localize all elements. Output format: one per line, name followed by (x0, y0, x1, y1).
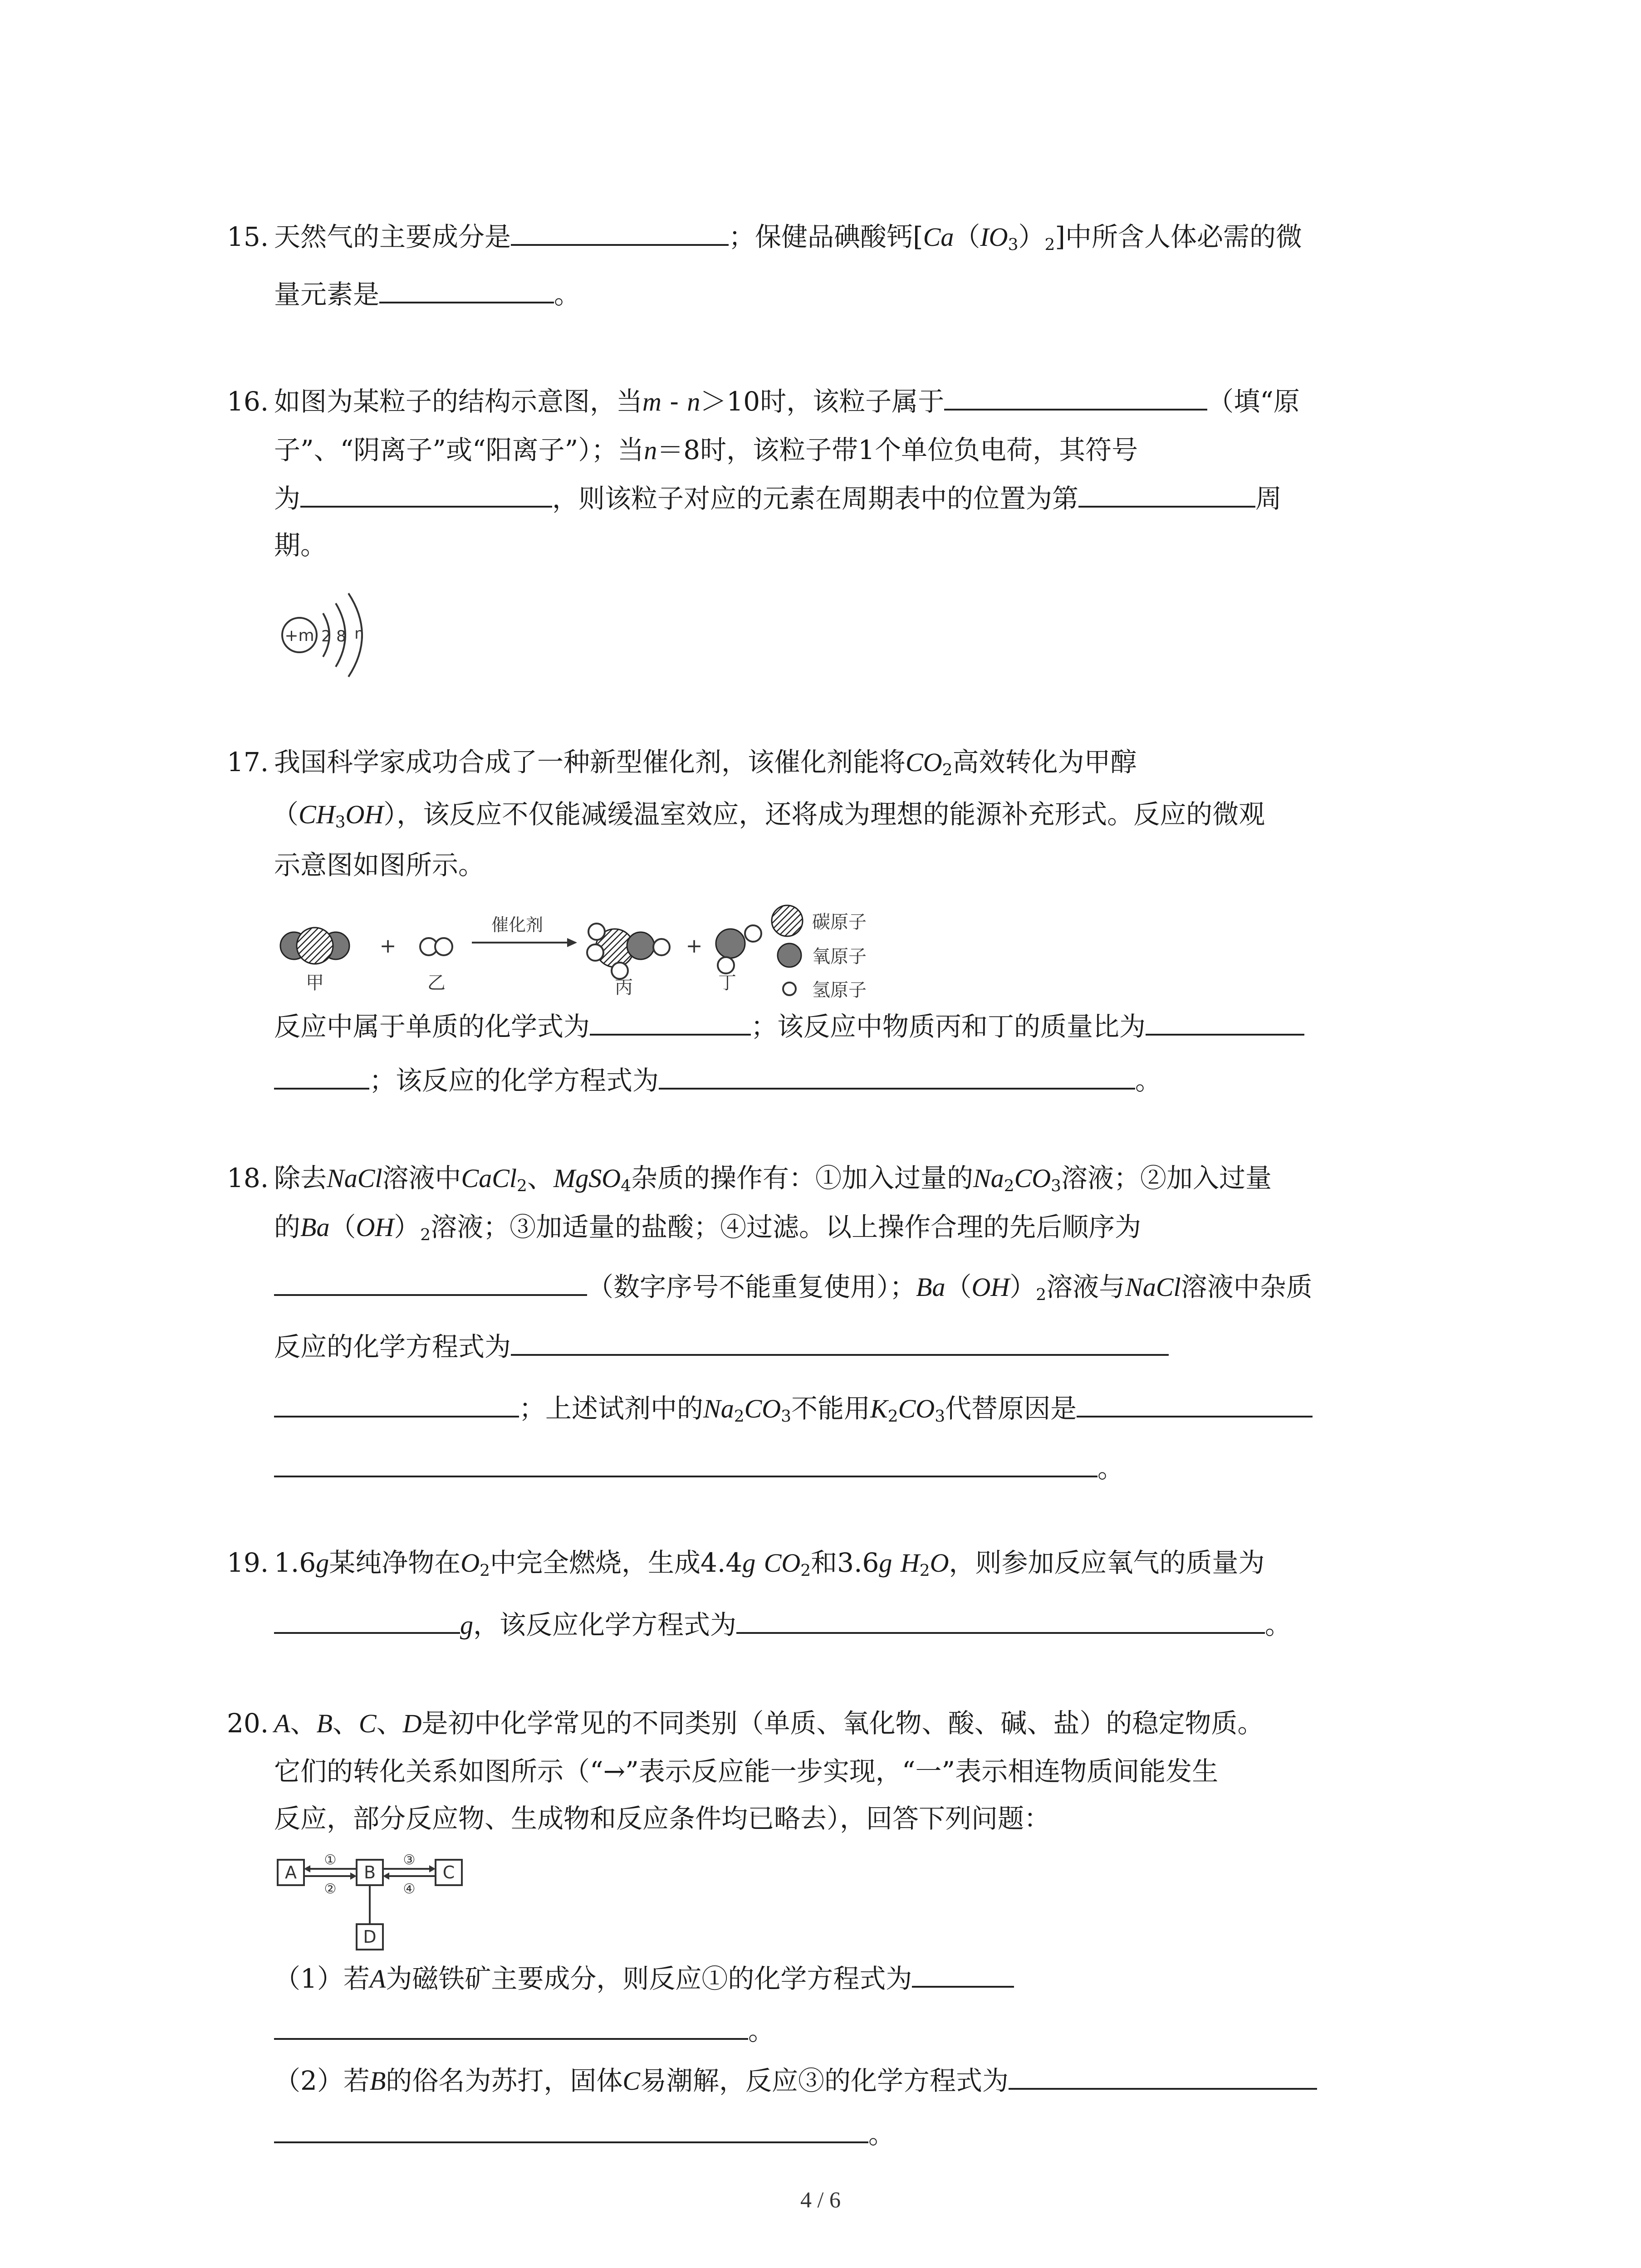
answer-blank[interactable] (511, 1330, 1169, 1356)
svg-text:C: C (442, 1862, 455, 1882)
q16-line-3: 为 ，则该粒子对应的元素在周期表中的位置为第 周 (274, 483, 1282, 514)
answer-blank[interactable] (912, 1962, 1014, 1988)
label-jia: 甲 (306, 973, 324, 993)
svg-text:B: B (363, 1862, 376, 1882)
legend-oxygen-label: 氧原子 (812, 946, 867, 967)
answer-blank[interactable] (1078, 482, 1255, 508)
answer-blank[interactable] (274, 1271, 587, 1296)
atom-structure-diagram (272, 585, 390, 694)
q18-line-2: 的$Ba(OH)_2$溶液；③加适量的盐酸；④过滤。以上操作合理的先后顺序为 (274, 1212, 1141, 1244)
answer-blank[interactable] (274, 1064, 369, 1090)
reaction-label-4: ④ (403, 1881, 416, 1897)
answer-blank[interactable] (1077, 1392, 1313, 1418)
answer-blank[interactable] (274, 1452, 1097, 1477)
label-yi: 乙 (427, 973, 446, 993)
reaction-micro-diagram (272, 903, 907, 1012)
q16-line-1: 16. 如图为某粒子的结构示意图，当m - n＞10时，该粒子属于 （填“原 (227, 385, 1300, 419)
question-number: 15. (227, 221, 269, 252)
label-ding: 丁 (718, 973, 736, 993)
q17-line-2: $(CH_3OH)$，该反应不仅能减缓温室效应，还将成为理想的能源补充形式。反应的微观 (272, 799, 1265, 831)
answer-blank[interactable] (379, 278, 554, 303)
answer-blank[interactable] (590, 1010, 751, 1036)
q17-line-5: ；该反应的化学方程式为 。 (274, 1064, 1161, 1097)
q18-line-6: 。 (274, 1452, 1124, 1485)
q20-line-2: 它们的转化关系如图所示（“→”表示反应能一步实现，“一”表示相连物质间能发生 (274, 1756, 1219, 1787)
q16-line-4: 期。 (274, 530, 327, 561)
molecule-jia (280, 928, 349, 964)
q15-line-1: 15. 天然气的主要成分是 ；保健品碘酸钙$[Ca(IO_3)_2]$中所含人体必需的微 (227, 220, 1302, 254)
q20-line-1: 20. A、B、C、D是初中化学常见的不同类别（单质、氧化物、酸、碱、盐）的稳定物质。 (227, 1706, 1264, 1740)
molecule-yi (420, 938, 452, 955)
q18-line-1: 18. 除去NaCl溶液中CaCl$_2$、MgSO$_4$杂质的操作有：①加入过量的$Na_2CO_3$溶液；②加入过量 (227, 1161, 1272, 1195)
legend-hydrogen-swatch (783, 982, 796, 995)
question-number: 18. (227, 1163, 269, 1193)
question-number: 17. (227, 747, 269, 777)
svg-text:D: D (363, 1927, 377, 1947)
q18-line-5: ；上述试剂中的$Na_2CO_3$不能用$K_2CO_3$代替原因是 (274, 1392, 1313, 1426)
question-number: 16. (227, 386, 269, 417)
conversion-relation-diagram (272, 1851, 472, 1955)
q17-line-4: 反应中属于单质的化学式为 ；该反应中物质丙和丁的质量比为 (274, 1010, 1304, 1043)
answer-blank[interactable] (274, 2014, 748, 2040)
answer-blank[interactable] (659, 1064, 1135, 1090)
q18-line-3: （数字序号不能重复使用）；$Ba(OH)_2$溶液与NaCl溶液中杂质 (274, 1270, 1313, 1304)
legend (772, 905, 867, 1001)
label-bing: 丙 (615, 977, 633, 998)
reaction-label-2: ② (324, 1881, 337, 1897)
q19-line-2: g，该反应化学方程式为 。 (274, 1608, 1291, 1642)
shell-electrons-2: 8 (336, 627, 346, 645)
reaction-label-1: ① (324, 1852, 337, 1868)
q17-line-3: 示意图如图所示。 (274, 850, 485, 880)
plus-sign: + (686, 934, 703, 958)
answer-blank[interactable] (944, 385, 1207, 411)
answer-blank[interactable] (736, 1608, 1265, 1634)
legend-carbon-label: 碳原子 (812, 912, 867, 933)
nucleus-charge: +m (284, 626, 314, 645)
answer-blank[interactable] (274, 2118, 868, 2143)
q15-line-2: 量元素是 。 (274, 279, 581, 310)
molecule-bing (587, 924, 670, 979)
question-number: 19. (227, 1547, 269, 1578)
arrow-head (567, 938, 577, 947)
svg-text:A: A (285, 1862, 297, 1882)
shell-electrons-1: 2 (321, 627, 331, 645)
page-number: 4 / 6 (800, 2187, 841, 2212)
legend-hydrogen-label: 氢原子 (812, 980, 867, 1001)
q20-part1-line-2: 。 (274, 2014, 774, 2048)
q20-part1-line-1: （1）若A为磁铁矿主要成分，则反应①的化学方程式为 (274, 1962, 1014, 1996)
q16-line-2: 子”、“阴离子”或“阳离子”）；当n＝8时，该粒子带1个单位负电荷，其符号 (274, 435, 1138, 465)
q20-line-3: 反应，部分反应物、生成物和反应条件均已略去），回答下列问题： (274, 1803, 1051, 1834)
legend-oxygen-swatch (778, 943, 801, 967)
q20-part2-line-1: （2）若B的俗名为苏打，固体C易潮解，反应③的化学方程式为 (274, 2064, 1317, 2098)
q18-line-4: 反应的化学方程式为 (274, 1330, 1169, 1364)
catalyst-label: 催化剂 (491, 915, 544, 935)
legend-carbon-swatch (772, 905, 803, 936)
q17-line-1: 17. 我国科学家成功合成了一种新型催化剂，该催化剂能将$CO_2$高效转化为甲醇 (227, 745, 1136, 779)
q19-line-1: 19. 1.6g某纯净物在$O_2$中完全燃烧，生成4.4g $CO_2$和3.6g $H_2O$，则参加反应氧气的质量为 (227, 1546, 1265, 1580)
answer-blank[interactable] (1009, 2064, 1317, 2090)
answer-blank[interactable] (274, 1392, 519, 1418)
answer-blank[interactable] (300, 482, 552, 508)
answer-blank[interactable] (511, 220, 729, 246)
question-number: 20. (227, 1708, 269, 1739)
answer-blank[interactable] (274, 1608, 460, 1634)
reaction-label-3: ③ (403, 1852, 416, 1868)
molecule-ding (716, 925, 761, 973)
shell-electrons-3: n (354, 625, 364, 643)
q20-part2-line-2: 。 (274, 2117, 895, 2151)
plus-sign: + (379, 934, 397, 958)
answer-blank[interactable] (1146, 1010, 1304, 1036)
